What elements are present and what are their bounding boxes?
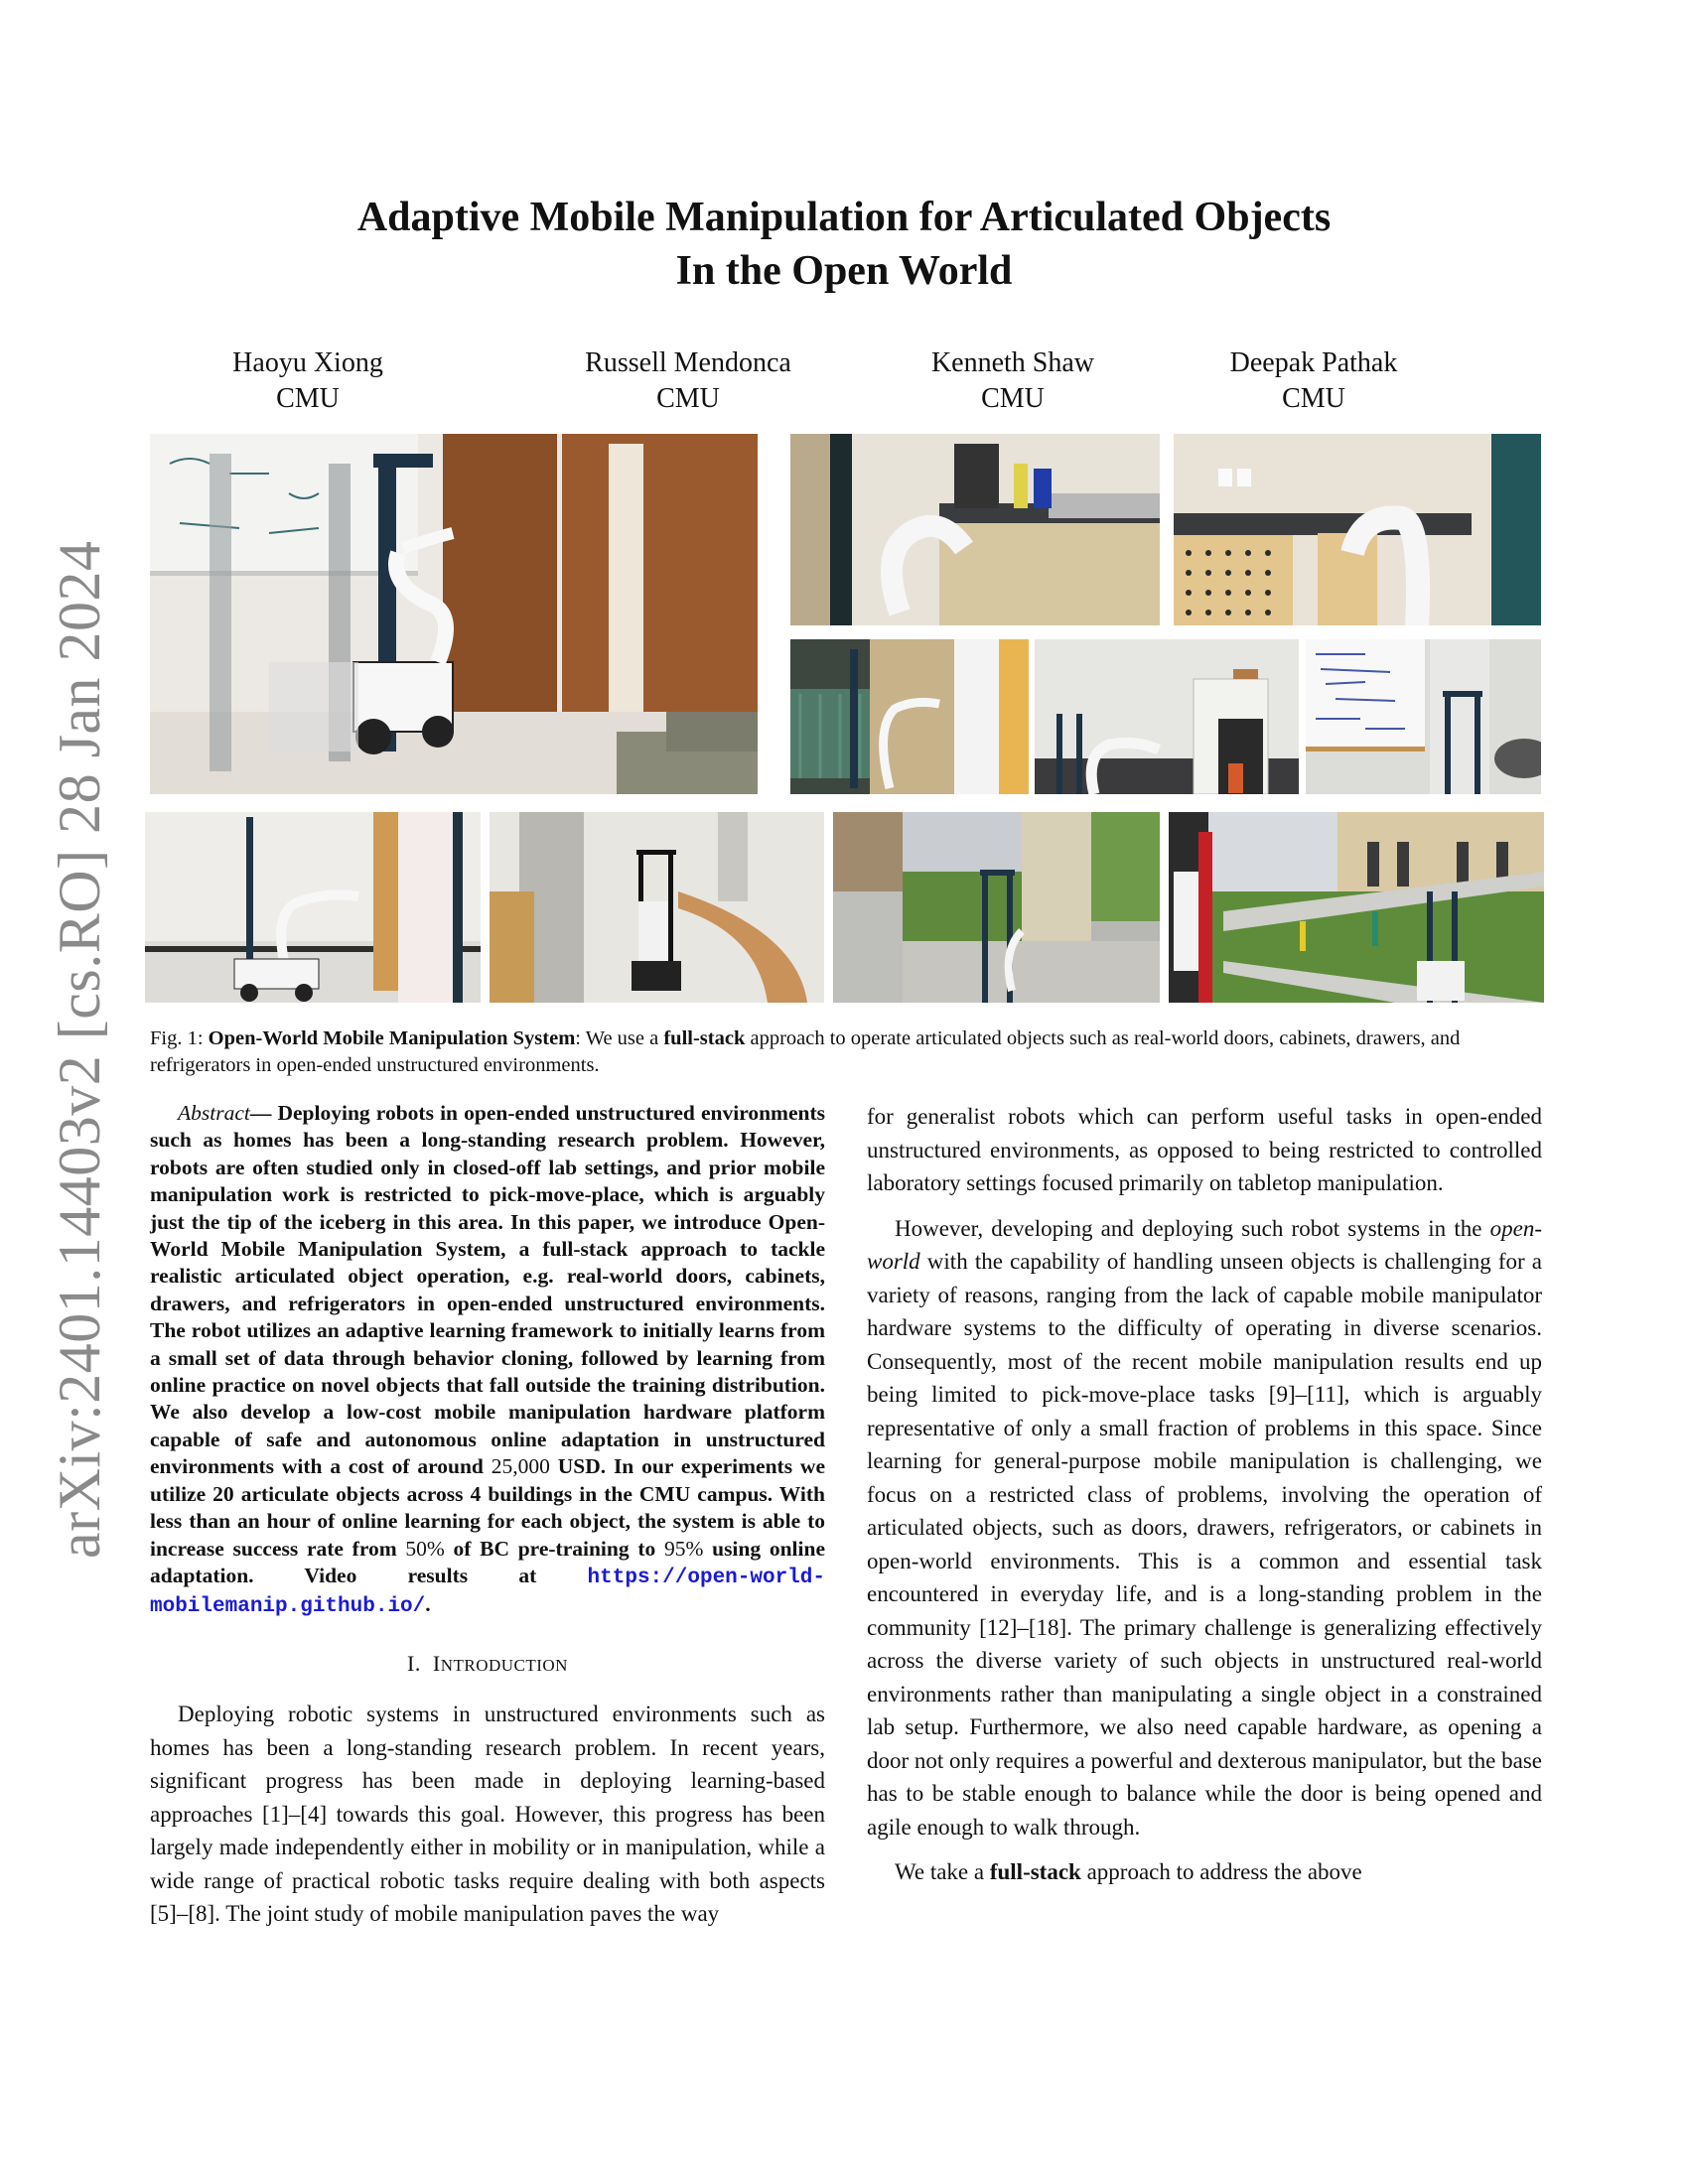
figure-panel-balcony-door <box>790 639 1029 794</box>
section-title-initial: I <box>432 1650 441 1676</box>
abstract-dash: — <box>249 1101 272 1125</box>
figure-panel-lab-door <box>150 434 758 794</box>
figure-panel-covered-walkway <box>833 812 1160 1003</box>
author <box>854 345 1172 417</box>
abstract-success-after: 95% <box>663 1536 704 1561</box>
section-title-rest: NTRODUCTION <box>440 1655 568 1675</box>
author-name: Haoyu Xiong <box>232 347 383 378</box>
left-column <box>150 1100 825 1931</box>
paragraph-text: We take a <box>895 1859 990 1884</box>
author-affiliation: CMU <box>656 383 720 414</box>
intro-paragraph <box>867 1855 1542 1889</box>
figure-panel-office-door <box>1306 639 1541 794</box>
intro-paragraph: Deploying robotic systems in unstructured environments such as homes has been a long-standing research problem. In recent years, significant progress has been made in deploying learning-based approaches [1]–[4] towards this goal. However, this progress has been largely made independently either in mobility or in manipulation, while a wide range of practical robotic tasks require dealing with both aspects [5]–[8]. The joint study of mobile manipulation paves the way <box>150 1702 825 1927</box>
author-name: Kenneth Shaw <box>930 347 1095 378</box>
author <box>149 345 467 417</box>
abstract-label: Abstract <box>178 1101 250 1125</box>
emphasis-open-world: open-world <box>867 1215 1542 1274</box>
figure-caption-text: : We use a <box>575 1027 664 1049</box>
author-block <box>149 345 1539 425</box>
abstract-success-before: 50% <box>405 1536 445 1561</box>
figure-caption <box>150 1025 1544 1079</box>
figure-panel-pegboard-cabinet <box>1174 434 1541 625</box>
right-column <box>867 1100 1542 1889</box>
figure-panel-kitchen-drawer <box>790 434 1160 625</box>
figure-panel-curved-hallway <box>490 812 824 1003</box>
author-name: Russell Mendonca <box>585 347 791 378</box>
abstract-text: Deploying robots in open-ended unstructured environments such as homes has been a long-standing research problem. However, robots are often studied only in closed-off lab settings, and prior mobile manipulation work is restricted to pick-move-place, which is arguably just the tip of the iceberg in this area. In this paper, we introduce Open-World Mobile Manipulation System, a full-stack approach to tackle realistic articulated object operation, e.g. real-world doors, cabinets, drawers, and refrigerators in open-ended unstructured environments. The robot utilizes an adaptive learning framework to initially learns from a small set of data through behavior cloning, followed by learning from online practice on novel objects that fall outside the training distribution. We also develop a low-cost mobile manipulation hardware platform capable of safe and autonomous online adaptation in unstructured environments with a cost of around <box>150 1101 825 1479</box>
section-number: I. <box>407 1650 421 1676</box>
intro-paragraph <box>867 1212 1542 1844</box>
paper-title <box>149 191 1539 298</box>
arxiv-identifier-stamp: arXiv:2401.14403v2 [cs.RO] 28 Jan 2024 <box>47 540 112 1559</box>
figure-panel-refrigerator <box>1035 639 1299 794</box>
emphasis-full-stack: full-stack <box>989 1859 1081 1884</box>
abstract-text: of BC pre-training to <box>444 1536 664 1561</box>
author-affiliation: CMU <box>981 383 1045 414</box>
project-url-link[interactable]: https://open-world-mobilemanip.github.io/ <box>150 1566 825 1619</box>
abstract-cost: 25,000 <box>491 1454 550 1479</box>
section-heading-introduction <box>150 1647 825 1683</box>
author-name: Deepak Pathak <box>1229 347 1398 378</box>
intro-paragraph: for generalist robots which can perform useful tasks in open-ended unstructured environments, as opposed to being restricted to controlled laboratory settings focused primarily on tabletop manipulation. <box>867 1104 1542 1195</box>
paragraph-text: approach to address the above <box>1080 1859 1362 1884</box>
abstract-text: using online adaptation. Video results at <box>150 1536 825 1587</box>
figure-caption-text: approach to operate articulated objects such as real-world doors, cabinets, drawers, and refrigerators in open-ended unstructured environments. <box>150 1027 1461 1076</box>
figure-panel-campus-lawn <box>1169 812 1544 1003</box>
title-line-1: Adaptive Mobile Manipulation for Articulated Objects <box>356 195 1332 240</box>
author-affiliation: CMU <box>1282 383 1345 414</box>
title-line-2: In the Open World <box>675 248 1013 294</box>
paragraph-text: However, developing and deploying such robot systems in the <box>895 1215 1490 1241</box>
abstract-text: USD. In our experiments we utilize 20 articulate objects across 4 buildings in the CMU campus. With less than an hour of online learning for each object, the system is able to increase success rate from <box>150 1454 825 1561</box>
author <box>1155 345 1473 417</box>
author-affiliation: CMU <box>276 383 340 414</box>
author <box>529 345 847 417</box>
figure-caption-title: Open-World Mobile Manipulation System <box>208 1027 576 1049</box>
figure-panel-wooden-door <box>145 812 481 1003</box>
abstract-period: . <box>425 1592 431 1617</box>
figure-label: Fig. 1: <box>150 1027 204 1049</box>
abstract <box>150 1100 825 1621</box>
paragraph-text: with the capability of handling unseen objects is challenging for a variety of reasons, ranging from the lack of capable mobile manipulator hardware systems to the difficulty of operating in diverse scenarios. Consequently, most of the recent mobile manipulation results end up being limited to pick-move-place tasks [9]–[11], which is arguably representative of only a small fraction of problems in this space. Since learning for general-purpose mobile manipulation is challenging, we focus on a restricted class of problems, involving the operation of articulated objects, such as doors, drawers, refrigerators, or cabinets in open-world environments. This is a common and essential task encountered in everyday life, and is a long-standing problem in the community [12]–[18]. The primary challenge is generalizing effectively across the diverse variety of such objects in unstructured real-world environments rather than manipulating a single object in a constrained lab setup. Furthermore, we also need capable hardware, as opening a door not only requires a powerful and dexterous manipulator, but the base has to be stable enough to balance while the door is being opened and agile enough to walk through. <box>867 1249 1542 1840</box>
figure-caption-emphasis: full-stack <box>663 1027 746 1049</box>
